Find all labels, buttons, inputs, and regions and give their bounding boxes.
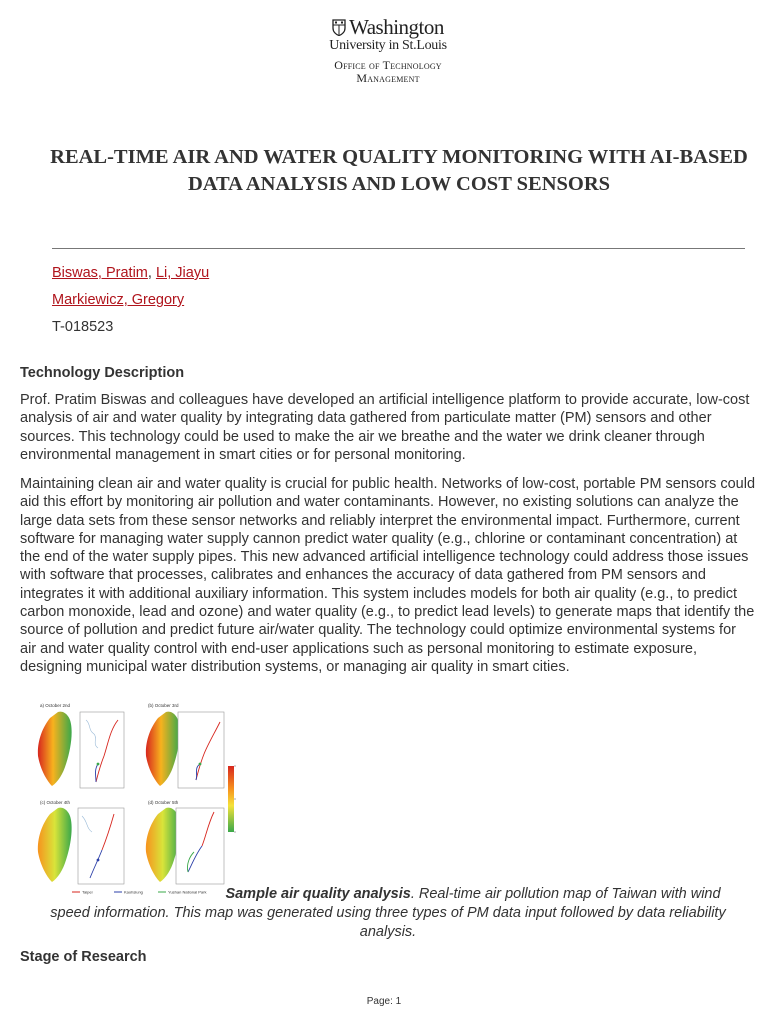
legend-yushan: Yushan National Park — [168, 889, 207, 895]
taiwan-map-a — [38, 712, 72, 786]
logo-wordmark: Washington — [349, 15, 444, 39]
page-number: Page: 1 — [366, 996, 402, 1007]
logo-subtitle: University in St.Louis — [329, 38, 447, 53]
author-link-markiewicz[interactable]: Markiewicz, Gregory — [52, 292, 185, 308]
office-name-line1: Office of Technology — [334, 58, 442, 72]
section-heading-technology-description: Technology Description — [20, 365, 185, 381]
panel-c — [38, 800, 124, 884]
panel-label-b: (b) October 3rd — [148, 703, 179, 708]
university-logo — [318, 16, 458, 85]
panel-label-a: a) October 2nd — [40, 703, 71, 708]
color-scale — [228, 766, 236, 832]
author-link-biswas[interactable]: Biswas, Pratim — [52, 265, 148, 281]
taiwan-map-b — [146, 712, 180, 786]
wind-plot-b — [178, 712, 224, 788]
air-quality-map-figure — [28, 700, 242, 896]
author-line-1 — [52, 265, 209, 281]
wind-plot-a — [80, 712, 124, 788]
page-title: REAL-TIME AIR AND WATER QUALITY MONITORING WITH AI-BASED DATA ANALYSIS AND LOW COST SENSORS — [50, 146, 748, 195]
panel-b — [146, 703, 224, 788]
paragraph-2: Maintaining clean air and water quality is crucial for public health. Networks of low-cost, portable PM sensors could aid this effort by monitoring air pollution and water contaminants. However, no existing solutions can analyze the large data sets from these sensor networks and reliably interpret the environmental impact. Furthermore, current software for managing water supply cannon predict water quality (e.g., chlorine or contaminant concentration) at the end of the water supply pipes. This new advanced artificial intelligence technology could address those issues with software that processes, calibrates and enhances the accuracy of data gathered from PM sensors and integrates it with additional auxiliary information. This system includes models for both air quality (e.g., to predict carbon monoxide, lead and ozone) and water quality (e.g., to predict lead levels) to generate maps that identify the source of pollution and predict future air/water quality. The technology could optimize environmental systems for air and water quality control with end-user applications such as personal monitoring to estimate exposure, designing municipal water distribution systems, or managing air quality in smart cities. — [20, 476, 756, 675]
panel-a — [38, 703, 124, 788]
panel-d — [146, 800, 224, 884]
crest-icon — [332, 19, 346, 36]
panel-label-c: (c) October 4th — [40, 800, 71, 805]
wind-plot-d — [176, 808, 224, 884]
figure-caption — [36, 885, 740, 942]
caption-bold: Sample air quality analysis — [225, 886, 411, 902]
section-heading-stage-of-research: Stage of Research — [20, 949, 147, 965]
divider — [52, 248, 745, 249]
panel-label-d: (d) October 5th — [148, 800, 179, 805]
legend-taipei: Taipei — [82, 889, 93, 895]
legend-kaohsiung: Kaohsiung — [124, 889, 143, 895]
author-link-li[interactable]: Li, Jiayu — [155, 265, 210, 281]
taiwan-map-d — [146, 808, 180, 882]
author-line-2 — [52, 292, 184, 308]
caption-text: . Real-time air pollution map of Taiwan with wind speed information. This map was generated using three types of PM data input followed by data reliability analysis. — [50, 886, 726, 940]
paragraph-1: Prof. Pratim Biswas and colleagues have developed an artificial intelligence platform to provide accurate, low-cost analysis of air and water quality by integrating data gathered from particulate matter (PM) sensors and other sources. This technology could be used to make the air we breathe and the water we drink cleaner through environmental management in smart cities or for personal monitoring. — [20, 392, 750, 463]
tech-id: T-018523 — [52, 319, 114, 335]
taiwan-map-c — [38, 808, 72, 882]
office-name-line2: Management — [356, 71, 420, 85]
author-separator: , — [147, 265, 156, 281]
